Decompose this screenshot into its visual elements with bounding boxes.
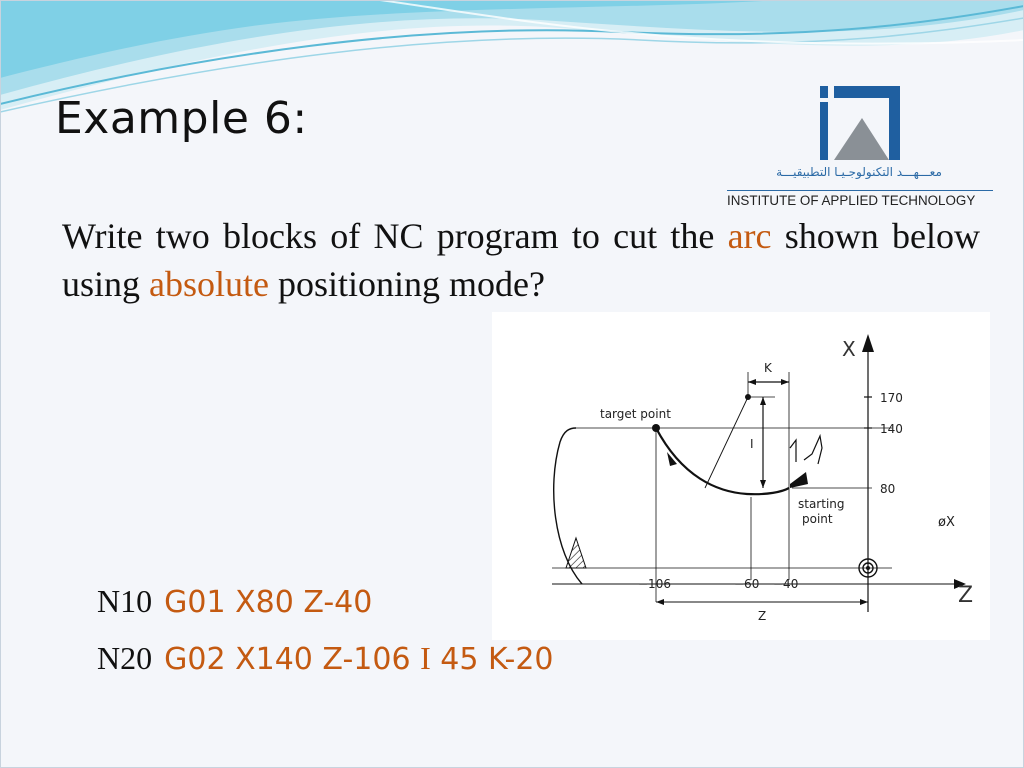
point-label: point bbox=[802, 512, 833, 526]
question-part-1: Write two blocks of NC program to cut the bbox=[62, 216, 728, 256]
tick-170: 170 bbox=[880, 391, 903, 405]
absolute-keyword: absolute bbox=[149, 264, 269, 304]
diameter-label: øX bbox=[938, 515, 955, 530]
logo-arabic-text: معـــهـــد التكنولوجـيـا التطبيقيـــة bbox=[776, 165, 942, 179]
program-line-n10 bbox=[97, 583, 372, 620]
logo-english-text: INSTITUTE OF APPLIED TECHNOLOGY bbox=[727, 190, 993, 208]
block-code-n10: G01 X80 Z-40 bbox=[164, 585, 373, 620]
starting-label: starting bbox=[798, 497, 845, 511]
question-part-3: positioning mode? bbox=[269, 264, 545, 304]
question-part-2: shown below using bbox=[62, 216, 980, 304]
target-point-label: target point bbox=[600, 407, 671, 421]
z-dimension-label: Z bbox=[758, 609, 767, 623]
arc-keyword: arc bbox=[727, 216, 772, 256]
tick-minus-106: −106 bbox=[638, 577, 671, 591]
program-line-n20 bbox=[97, 640, 554, 677]
tick-140: 140 bbox=[880, 422, 903, 436]
k-label: K bbox=[764, 361, 772, 375]
slide-title: Example 6: bbox=[55, 93, 308, 144]
z-axis-label: Z bbox=[958, 583, 974, 608]
question-text bbox=[62, 212, 980, 308]
tick-minus-60: −60 bbox=[734, 577, 760, 591]
block-label-n20: N20 bbox=[97, 640, 153, 676]
i-label: I bbox=[750, 437, 754, 451]
block-code-n20-i: I bbox=[420, 640, 431, 676]
tick-80: 80 bbox=[880, 482, 896, 496]
block-label-n10: N10 bbox=[97, 583, 153, 619]
block-code-n20-part1: G02 X140 Z-106 bbox=[164, 642, 421, 677]
arc-diagram bbox=[492, 312, 990, 640]
x-axis-label: X bbox=[842, 337, 856, 361]
block-code-n20-part2: 45 K-20 bbox=[430, 642, 554, 677]
tick-minus-40: −40 bbox=[773, 577, 799, 591]
